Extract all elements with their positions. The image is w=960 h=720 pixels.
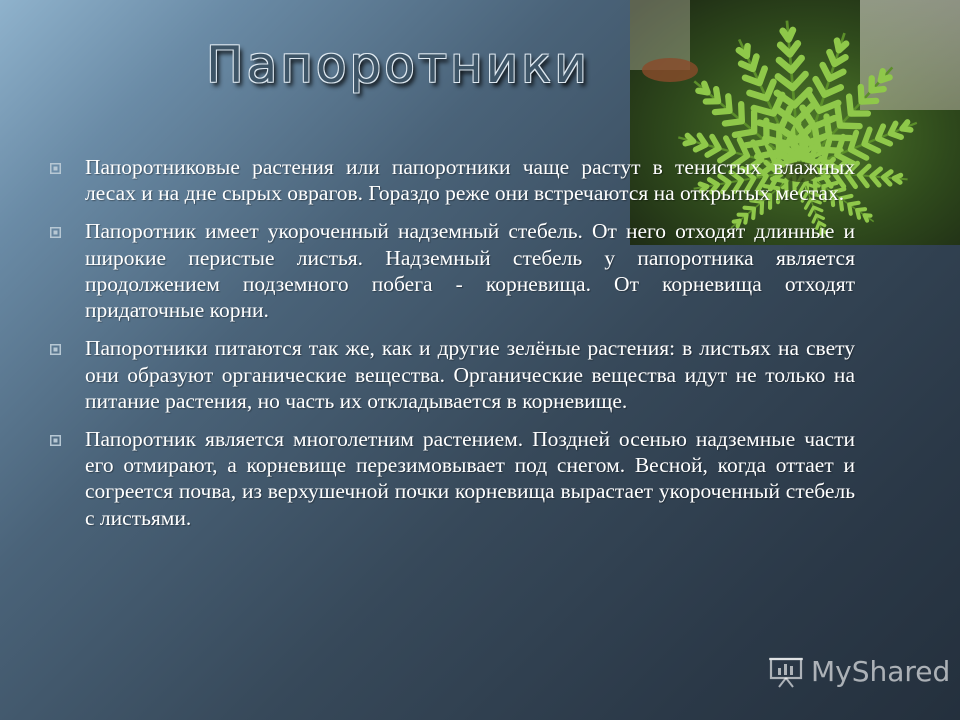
bullet-text: Папоротник является многолетним растением. Поздней осенью надземные части его отмирают, а корневище перезимовывает под снегом. Весной, когда оттает и согреется почва, из верхушечной почки корневища вырастает укороченный стебель с листьями. bbox=[85, 426, 855, 530]
bullet-item bbox=[50, 218, 855, 323]
bullet-text: Папоротниковые растения или папоротники чаще растут в тенистых влажных лесах и на дне сырых оврагов. Гораздо реже они встречаются на открытых местах. bbox=[85, 155, 855, 206]
bullet-text: Папоротник имеет укороченный надземный стебель. От него отходят длинные и широкие перистые листья. Надземный стебель у папоротника является продолжением подземного побега - корневища. От корневища отходят придаточные корни. bbox=[85, 219, 855, 323]
watermark bbox=[768, 655, 950, 688]
square-bullet-icon bbox=[50, 163, 61, 174]
bullet-item bbox=[50, 426, 855, 531]
watermark-text: MyShared bbox=[811, 655, 951, 688]
square-bullet-icon bbox=[50, 344, 61, 355]
bullet-item bbox=[50, 154, 855, 206]
bullet-item bbox=[50, 335, 855, 414]
presentation-board-icon bbox=[768, 656, 804, 688]
square-bullet-icon bbox=[50, 435, 61, 446]
bullet-text: Папоротники питаются так же, как и другие зелёные растения: в листьях на свету они образуют органические вещества. Органические вещества идут не только на питание растения, но часть их откладывается в корневище. bbox=[85, 336, 855, 413]
bullet-list bbox=[50, 154, 855, 543]
slide-title: Папоротники bbox=[206, 36, 590, 94]
square-bullet-icon bbox=[50, 227, 61, 238]
